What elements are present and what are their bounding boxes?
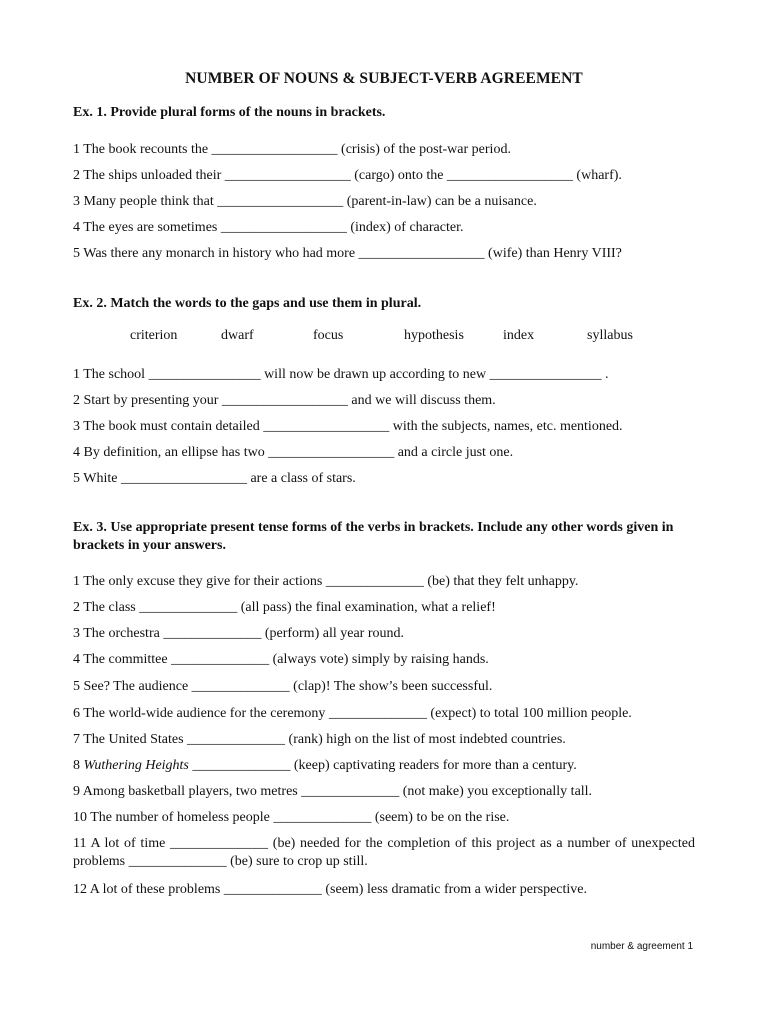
ex3-item-6: 6 The world-wide audience for the ceremony ______________ (expect) to total 100 million people. <box>73 706 632 721</box>
ex3-item-12: 12 A lot of these problems ______________ (seem) less dramatic from a wider perspective. <box>73 882 587 897</box>
page-title: NUMBER OF NOUNS & SUBJECT-VERB AGREEMENT <box>185 70 583 87</box>
ex3-item-8-book-title: Wuthering Heights <box>83 758 189 773</box>
page-footer: number & agreement 1 <box>590 941 693 952</box>
ex3-item-8-text: ______________ (keep) captivating readers for more than a century. <box>192 758 577 773</box>
ex3-item-8-number: 8 <box>73 758 80 773</box>
ex3-item-1: 1 The only excuse they give for their actions ______________ (be) that they felt unhappy. <box>73 574 579 589</box>
ex3-item-2: 2 The class ______________ (all pass) the final examination, what a relief! <box>73 600 496 615</box>
ex2-item-2: 2 Start by presenting your __________________ and we will discuss them. <box>73 393 496 408</box>
word-bank-item: syllabus <box>587 328 633 343</box>
ex3-item-10: 10 The number of homeless people ______________ (seem) to be on the rise. <box>73 810 510 825</box>
ex1-item-4: 4 The eyes are sometimes __________________ (index) of character. <box>73 220 464 235</box>
ex1-item-3: 3 Many people think that __________________ (parent-in-law) can be a nuisance. <box>73 194 537 209</box>
ex2-item-5: 5 White __________________ are a class of stars. <box>73 471 356 486</box>
ex3-item-7: 7 The United States ______________ (rank) high on the list of most indebted countries. <box>73 732 566 747</box>
ex1-item-2: 2 The ships unloaded their __________________ (cargo) onto the __________________ (wharf). <box>73 168 622 183</box>
ex1-item-5: 5 Was there any monarch in history who had more __________________ (wife) than Henry VIII? <box>73 246 622 261</box>
ex1-item-1: 1 The book recounts the __________________ (crisis) of the post-war period. <box>73 142 511 157</box>
word-bank <box>0 328 768 348</box>
ex3-item-3: 3 The orchestra ______________ (perform) all year round. <box>73 626 404 641</box>
ex3-item-4: 4 The committee ______________ (always vote) simply by raising hands. <box>73 652 489 667</box>
word-bank-item: dwarf <box>221 328 254 343</box>
ex3-item-11: 11 A lot of time ______________ (be) needed for the completion of this project as a number of unexpected problems ______________ (be) sure to crop up still. <box>73 836 695 869</box>
ex2-heading: Ex. 2. Match the words to the gaps and use them in plural. <box>73 296 422 311</box>
ex2-item-3: 3 The book must contain detailed __________________ with the subjects, names, etc. mentioned. <box>73 419 623 434</box>
ex3-item-9: 9 Among basketball players, two metres ______________ (not make) you exceptionally tall. <box>73 784 593 799</box>
word-bank-item: hypothesis <box>404 328 464 343</box>
ex3-item-5: 5 See? The audience ______________ (clap)! The show’s been successful. <box>73 679 493 694</box>
word-bank-item: focus <box>313 328 344 343</box>
ex3-heading: Ex. 3. Use appropriate present tense forms of the verbs in brackets. Include any other words given in brackets in your answers. <box>73 520 674 553</box>
ex2-item-1: 1 The school ________________ will now be drawn up according to new ________________ . <box>73 367 609 382</box>
ex2-item-4: 4 By definition, an ellipse has two __________________ and a circle just one. <box>73 445 514 460</box>
word-bank-item: criterion <box>130 328 178 343</box>
ex3-item-8 <box>73 757 695 775</box>
word-bank-item: index <box>503 328 535 343</box>
ex1-heading: Ex. 1. Provide plural forms of the nouns in brackets. <box>73 105 386 120</box>
